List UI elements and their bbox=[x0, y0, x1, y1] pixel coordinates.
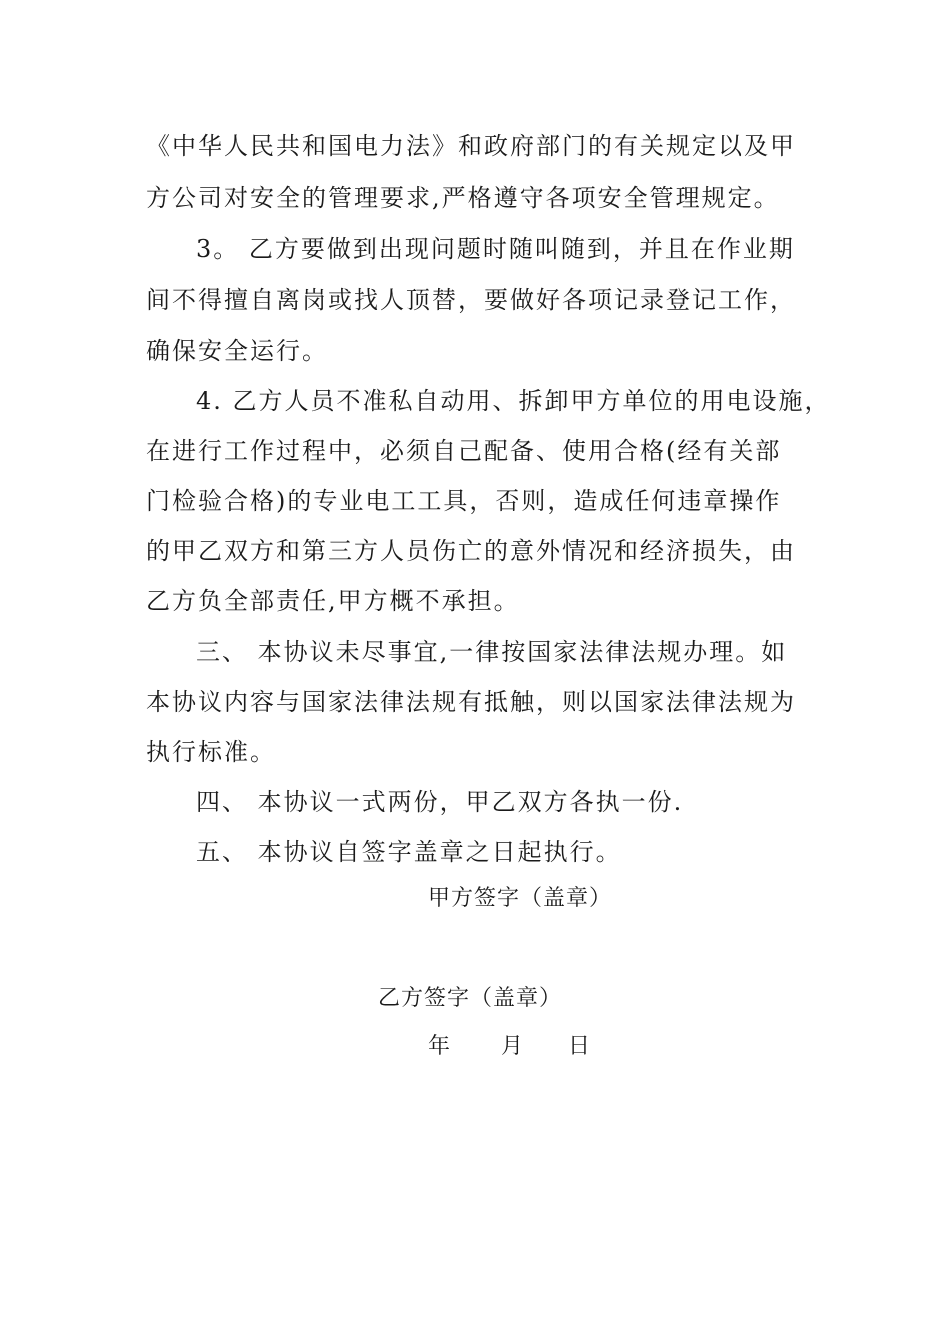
body-line-6: 4. 乙方人员不准私自动用、拆卸甲方单位的用电设施， bbox=[196, 387, 831, 415]
body-line-8: 门检验合格)的专业电工工具，否则，造成任何违章操作 bbox=[146, 487, 782, 515]
body-line-7: 在进行工作过程中，必须自己配备、使用合格(经有关部 bbox=[146, 437, 782, 465]
body-line-5: 确保安全运行。 bbox=[146, 337, 328, 365]
signature-date-line bbox=[428, 1032, 591, 1062]
body-line-15: 五、 本协议自签字盖章之日起执行。 bbox=[196, 838, 622, 866]
body-line-10: 乙方负全部责任,甲方概不承担。 bbox=[146, 587, 520, 615]
body-line-3: 3。 乙方要做到出现问题时随叫随到，并且在作业期 bbox=[196, 235, 795, 263]
party-a-signature-label: 甲方签字（盖章） bbox=[428, 886, 613, 911]
party-b-signature-label: 乙方签字（盖章） bbox=[378, 986, 563, 1011]
body-line-1: 《中华人民共和国电力法》和政府部门的有关规定以及甲 bbox=[146, 132, 796, 160]
body-line-4: 间不得擅自离岗或找人顶替，要做好各项记录登记工作， bbox=[146, 286, 796, 314]
body-line-9: 的甲乙双方和第三方人员伤亡的意外情况和经济损失，由 bbox=[146, 537, 796, 565]
body-line-11: 三、 本协议未尽事宜,一律按国家法律法规办理。如 bbox=[196, 638, 788, 666]
body-line-13: 执行标准。 bbox=[146, 738, 276, 766]
body-line-2: 方公司对安全的管理要求,严格遵守各项安全管理规定。 bbox=[146, 184, 780, 212]
date-month-label: 月 bbox=[501, 1034, 525, 1059]
body-line-12: 本协议内容与国家法律法规有抵触，则以国家法律法规为 bbox=[146, 688, 796, 716]
body-line-14: 四、 本协议一式两份，甲乙双方各执一份. bbox=[196, 788, 684, 816]
date-day-label: 日 bbox=[568, 1034, 592, 1059]
date-year-label: 年 bbox=[428, 1034, 452, 1059]
